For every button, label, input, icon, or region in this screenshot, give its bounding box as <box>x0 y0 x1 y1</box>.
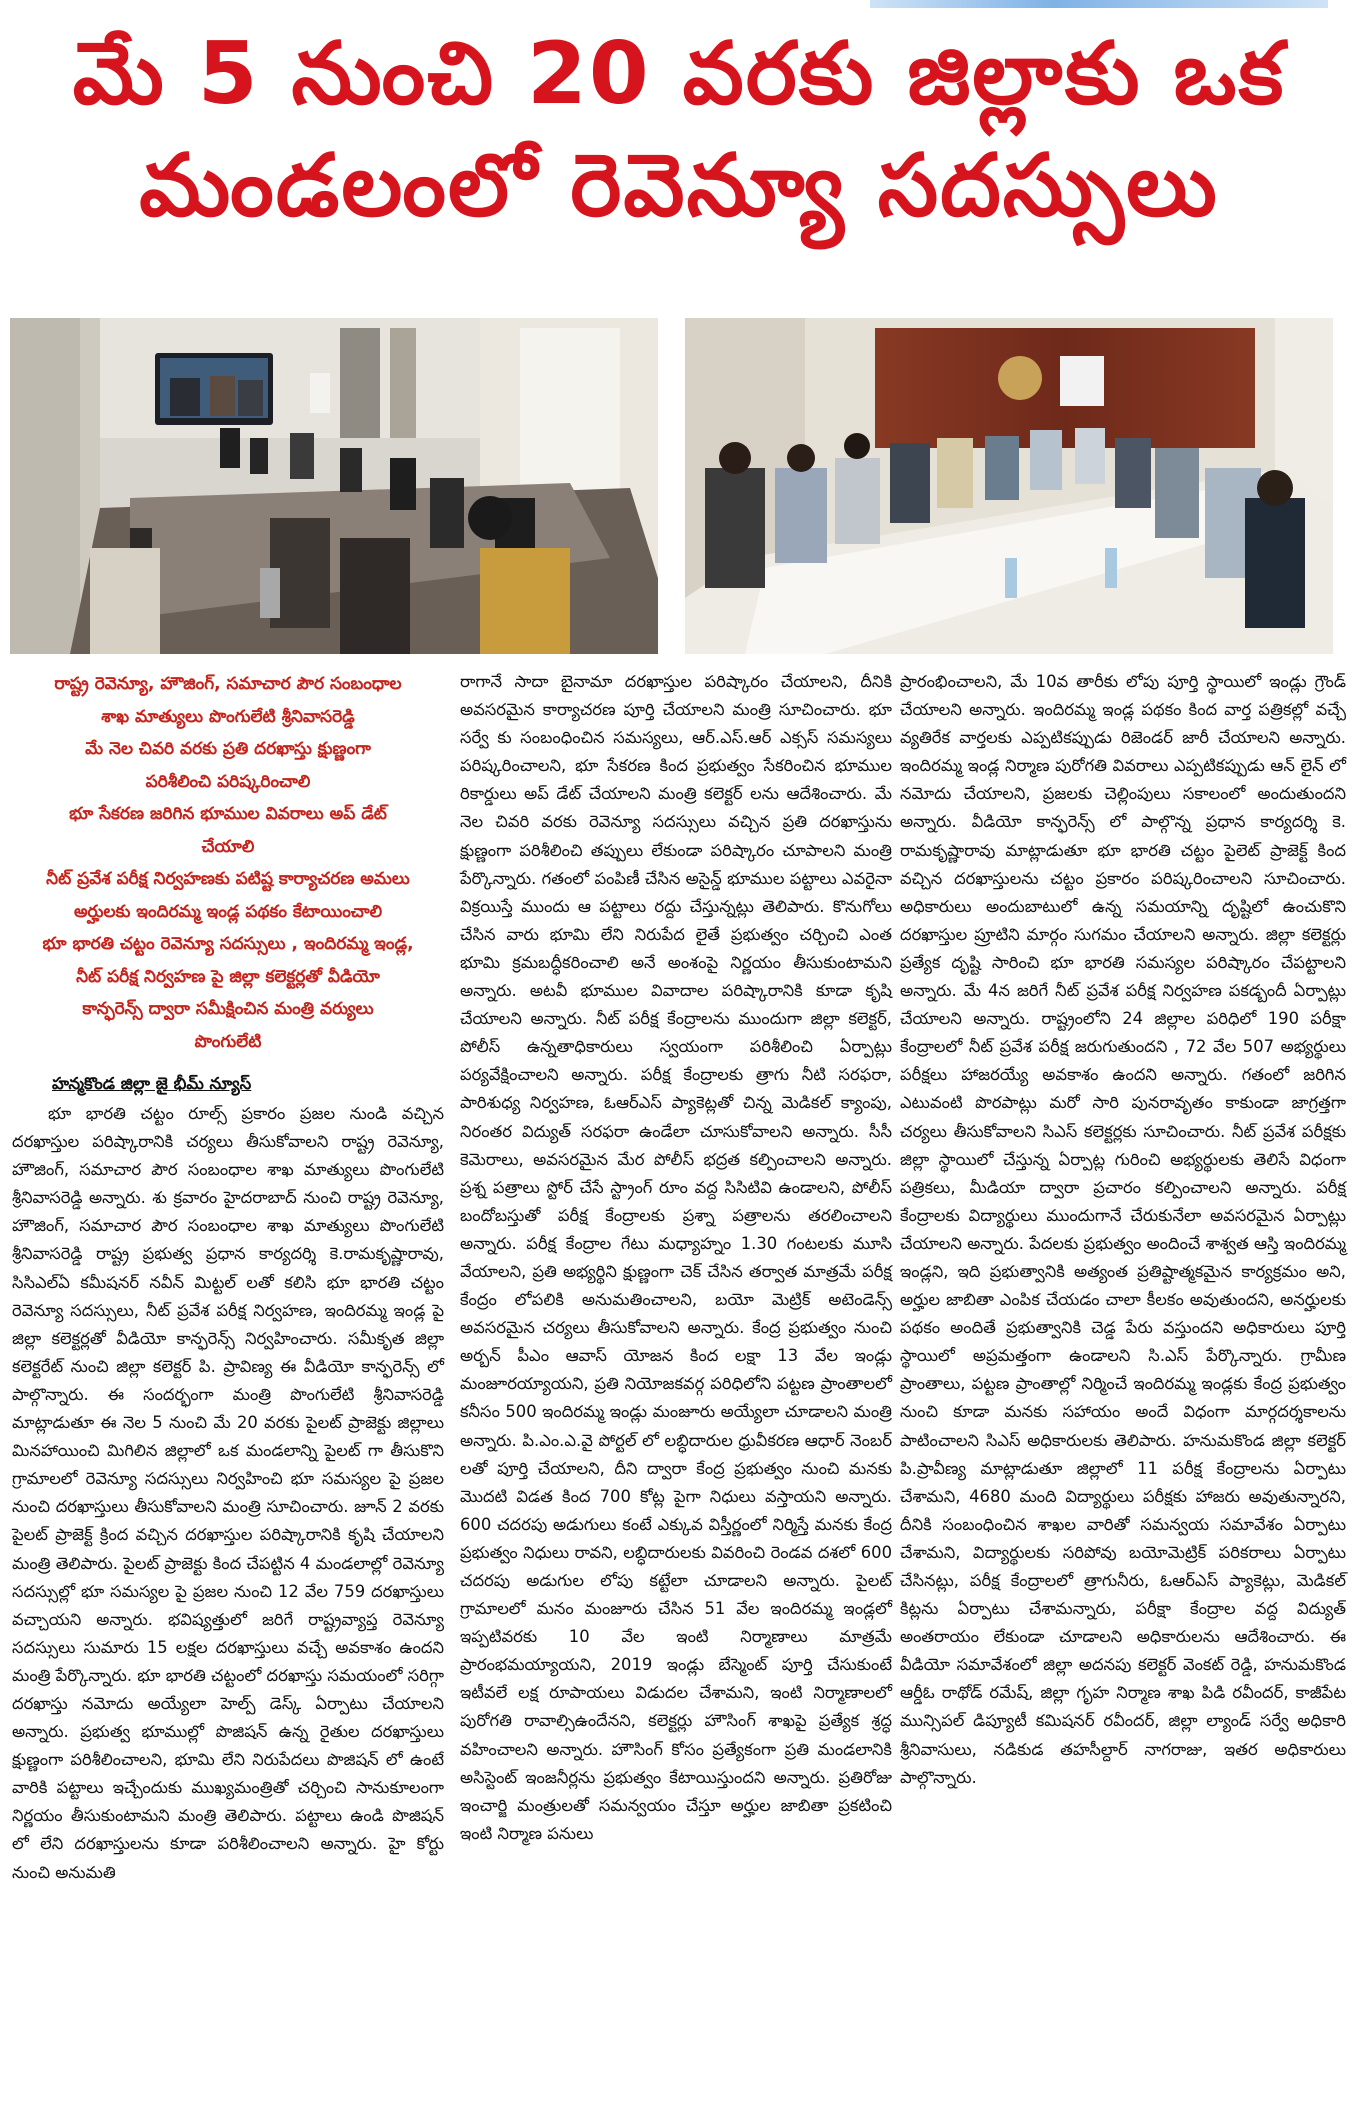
highlights-box <box>12 668 444 1058</box>
masthead-strip <box>870 0 1328 8</box>
article-column-1 <box>12 668 444 1887</box>
headline-line-1: మే 5 నుంచి 20 వరకు జిల్లాకు ఒక <box>72 24 1286 124</box>
article-body-column-2: రాగానే సాదా బైనామా దరఖాస్తుల పరిష్కారం చేయాలని, దీనికి అవసరమైన కార్యాచరణ పూర్తి చేయాలని మంత్రి సూచించారు. భూ సర్వే కు సంబంధించిన సమస్యలు, ఆర్.ఎస్.ఆర్ ఎక్సస్ సమస్యలు పరిష్కరించాలని, భూ సేకరణ కింద ప్రభుత్వం సేకరించిన భూముల రికార్డులు అప్ డేట్ చేయాలని మంత్రి కలెక్టర్ లను ఆదేశించారు. మే నెల చివరి వరకు రెవెన్యూ సదస్సులు వచ్చిన ప్రతి దరఖాస్తును క్షుణ్ణంగా పరిశీలించి తప్పులు లేకుండా పరిష్కారం చూపాలని మంత్రి పేర్కొన్నారు. గతంలో పంపిణీ చేసిన అసైన్డ్ భూముల పట్టాలు ఎవరైనా విక్రయిస్తే ముందు ఆ పట్టాలు రద్దు చేస్తున్నట్లు తెలిపారు. కొనుగోలు చేసిన వారు భూమి లేని నిరుపేద లైతే ప్రభుత్వం చర్చించి ఎంత భూమి క్రమబద్ధీకరించాలి అనే అంశంపై నిర్ణయం తీసుకుంటామని అన్నారు. అటవీ భూముల వివాదాల పరిష్కారానికి కూడా కృషి చేయాలని అన్నారు. నీట్ పరీక్ష కేంద్రాలను ముందుగా జిల్లా కలెక్టర్, పోలీస్ ఉన్నతాధికారులు స్వయంగా పరిశీలించి ఏర్పాట్లు పర్యవేక్షించాలని అన్నారు. పరీక్ష కేంద్రాలకు త్రాగు నీటి సరఫరా, పారిశుధ్య నిర్వహణ, ఓఆర్ఎస్ ప్యాకెట్లతో చిన్న మెడికల్ క్యాంపు, నిరంతర విద్యుత్ సరఫరా ఉండేలా చూసుకోవాలని అన్నారు. సీసీ కెమెరాలు, అవసరమైన మేర పోలీస్ భద్రత కల్పించాలని అన్నారు. ప్రశ్న పత్రాలు స్టోర్ చేసే స్ట్రాంగ్ రూం వద్ద సిసిటివి ఉండాలని, పోలీస్ బందోబస్తుతో పరీక్ష కేంద్రాలకు ప్రశ్నా పత్రాలను తరలించాలని అన్నారు. పరీక్ష కేంద్రాల గేటు మధ్యాహ్నం 1.30 గంటలకు మూసి వేయాలని, ప్రతి అభ్యర్థిని క్షుణ్ణంగా చెక్ చేసిన తర్వాత మాత్రమే పరీక్ష కేంద్రం లోపలికి అనుమతించాలని, బయో మెట్రిక్ అటెండెన్స్ అవసరమైన చర్యలు తీసుకోవాలని అన్నారు. కేంద్ర ప్రభుత్వం నుంచి అర్బన్ పీఎం ఆవాస్ యోజన కింద లక్షా 13 వేల ఇండ్లు మంజూరయ్యాయని, ప్రతి నియోజకవర్గ పరిధిలోని పట్టణ ప్రాంతాలలో కనీసం 500 ఇందిరమ్మ ఇండ్లు మంజూరు అయ్యేలా చూడాలని మంత్రి అన్నారు. పి.ఎం.ఎ.వై పోర్టల్ లో లబ్ధిదారుల ధ్రువీకరణ ఆధార్ నెంబర్ లతో పూర్తి చేయాలని, దీని ద్వారా కేంద్ర ప్రభుత్వం నుంచి మనకు మొదటి విడత కింద 700 కోట్ల పైగా నిధులు వస్తాయని అన్నారు. 600 చదరపు అడుగులు కంటే ఎక్కువ విస్తీర్ణంలో నిర్మిస్తే మనకు కేంద్ర ప్రభుత్వం నిధులు రావని, లబ్ధిదారులకు వివరించి రెండవ దశలో 600 చదరపు అడుగుల లోపు కట్టేలా చూడాలని అన్నారు. పైలట్ గ్రామాలలో మనం మంజూరు చేసిన 51 వేల ఇందిరమ్మ ఇండ్లలో ఇప్పటివరకు 10 వేల ఇంటి నిర్మాణాలు మాత్రమే ప్రారంభమయ్యాయని, 2019 ఇండ్లు బేస్మెంట్ పూర్తి చేసుకుంటే ఇటీవలే లక్ష రూపాయలు విడుదల చేశామని, ఇంటి నిర్మాణాలలో పురోగతి రావాల్సిఉందేనని, కలెక్టర్లు హౌసింగ్ శాఖపై ప్రత్యేక శ్రద్ధ వహించాలని అన్నారు. హౌసింగ్ కోసం ప్రత్యేకంగా ప్రతి మండలానికి అసిస్టెంట్ ఇంజనీర్లను ప్రభుత్వం కేటాయిస్తుందని అన్నారు. ప్రతిరోజు ఇంచార్జి మంత్రులతో సమన్వయం చేస్తూ అర్హుల జాబితా ప్రకటించి ఇంటి నిర్మాణ పనులు <box>460 672 892 1843</box>
photo-video-conference-room <box>10 318 658 654</box>
headline-line-2: మండలంలో రెవెన్యూ సదస్సులు <box>139 136 1219 236</box>
highlight-line: నీట్ పరీక్ష నిర్వహణ పై జిల్లా కలెక్టర్లతో వీడియో <box>76 966 380 987</box>
highlight-line: నీట్ ప్రవేశ పరీక్ష నిర్వహణకు పటిష్ట కార్యాచరణ అమలు <box>46 869 410 889</box>
article-body-column-3: ప్రారంభించాలని, మే 10వ తారీకు లోపు పూర్తి స్థాయిలో ఇండ్లు గ్రౌండ్ చేయాలని అన్నారు. ఇందిరమ్మ ఇండ్ల పథకం కింద వార్త పత్రికల్లో వచ్చే వ్యతిరేక వార్తలకు ఎప్పటికప్పుడు రిజెండర్ జారీ చేయాలని అన్నారు. ఇందిరమ్మ ఇండ్ల నిర్మాణ పురోగతి వివరాలు ఎప్పటికప్పుడు ఆన్ లైన్ లో నమోదు చేయాలని, ప్రజలకు చెల్లింపులు సకాలంలో అందుతుందని అన్నారు. వీడియో కాన్ఫరెన్స్ లో పాల్గొన్న ప్రధాన కార్యదర్శి కె. రామకృష్ణారావు మాట్లాడుతూ భూ భారతి చట్టం పైలెట్ ప్రాజెక్ట్ కింద వచ్చిన దరఖాస్తులను చట్టం ప్రకారం పరిష్కరించాలని సూచించారు. అధికారులు అందుబాటులో ఉన్న సమయాన్ని దృష్టిలో ఉంచుకొని దరఖాస్తుల ప్రూటిని మార్గం సుగమం చేయాలని అన్నారు. జిల్లా కలెక్టర్లు ప్రత్యేక దృష్టి సారించి భూ భారతి సమస్యల పరిష్కారం చేపట్టాలని అన్నారు. మే 4న జరిగే నీట్ ప్రవేశ పరీక్ష నిర్వహణ పకడ్బందీ ఏర్పాట్లు చేయాలని అన్నారు. రాష్ట్రంలోని 24 జిల్లాల పరిధిలో 190 పరీక్షా కేంద్రాలలో నీట్ ప్రవేశ పరీక్ష జరుగుతుందని , 72 వేల 507 అభ్యర్థులు పరీక్షలు హాజరయ్యే అవకాశం ఉందని అన్నారు. గతంలో జరిగిన ఎటువంటి పొరపాట్లు మరో సారి పునరావృతం కాకుండా జాగ్రత్తగా చర్యలు తీసుకోవాలని సిఎస్ కలెక్టర్లకు సూచించారు. నీట్ ప్రవేశ పరీక్షకు జిల్లా స్థాయిలో చేస్తున్న ఏర్పాట్ల గురించి అభ్యర్థులకు తెలిసే విధంగా పత్రికలు, మీడియా ద్వారా ప్రచారం కల్పించాలని అన్నారు. పరీక్ష కేంద్రాలకు విద్యార్థులు ముందుగానే చేరుకునేలా అవసరమైన ఏర్పాట్లు చేయాలని అన్నారు. పేదలకు ప్రభుత్వం అందించే శాశ్వత ఆస్తి ఇందిరమ్మ ఇండ్లని, ఇది ప్రభుత్వానికి అత్యంత ప్రతిష్టాత్మకమైన కార్యక్రమం అని, అర్హుల జాబితా ఎంపిక చేయడం చాలా కీలకం అవుతుందని, అనర్హులకు పథకం అందితే ప్రభుత్వానికి చెడ్డ పేరు వస్తుందని అధికారులు పూర్తి స్థాయిలో అప్రమత్తంగా ఉండాలని సి.ఎస్ పేర్కొన్నారు. గ్రామీణ ప్రాంతాలు, పట్టణ ప్రాంతాల్లో నిర్మించే ఇందిరమ్మ ఇండ్లకు కేంద్ర ప్రభుత్వం నుంచి కూడా మనకు సహాయం అందే విధంగా మార్గదర్శకాలను పాటించాలని సిఎస్ అధికారులకు తెలిపారు. హనుమకొండ జిల్లా కలెక్టర్ పి.ప్రావీణ్య మాట్లాడుతూ జిల్లాలో 11 పరీక్ష కేంద్రాలను ఏర్పాటు చేశామని, 4680 మంది విద్యార్థులు పరీక్షకు హాజరు అవుతున్నారని, దీనికి సంబంధించిన శాఖల వారితో సమన్వయ సమావేశం ఏర్పాటు చేశామని, విద్యార్థులకు సరిపోవు బయోమెట్రిక్ పరికరాలు ఏర్పాటు చేసినట్లు, పరీక్ష కేంద్రాలలో త్రాగునీరు, ఓఆర్ఎస్ ప్యాకెట్లు, మెడికల్ కిట్లను ఏర్పాటు చేశామన్నారు, పరీక్షా కేంద్రాల వద్ద విద్యుత్ అంతరాయం లేకుండా చూడాలని అధికారులను ఆదేశించారు. ఈ వీడియో సమావేశంలో జిల్లా అదనపు కలెక్టర్ వెంకట్ రెడ్డి, హనుమకొండ ఆర్డీఓ రాథోడ్ రమేష్, జిల్లా గృహ నిర్మాణ శాఖ పిడి రవీందర్, కాజీపేట మున్సిపల్ డిప్యూటీ కమిషనర్ రవీందర్, జిల్లా ల్యాండ్ సర్వే అధికారి శ్రీనివాసులు, నడికుడ తహసీల్దార్ నాగరాజు, ఇతర అధికారులు పాల్గొన్నారు. <box>900 672 1346 1787</box>
highlight-line: భూ సేకరణ జరిగిన భూముల వివరాలు అప్ డేట్ <box>69 804 387 824</box>
highlight-line: అర్హులకు ఇందిరమ్మ ఇండ్ల పథకం కేటాయించాలి <box>73 901 383 922</box>
highlight-line: రాష్ట్ర రెవెన్యూ, హౌజింగ్, సమాచార పౌర సంబంధాల <box>54 674 402 694</box>
highlight-line: భూ భారతి చట్టం రెవెన్యూ సదస్సులు , ఇందిరమ్మ ఇండ్ల, <box>42 934 414 954</box>
highlight-line: పొంగులేటి <box>194 1031 262 1052</box>
article-column-2 <box>460 668 892 1848</box>
headline <box>0 18 1358 242</box>
photo-officials-meeting <box>685 318 1333 654</box>
byline: హన్మకొండ జిల్లా జై భీమ్ న్యూస్ <box>52 1074 252 1093</box>
article-column-3 <box>900 668 1346 1792</box>
highlight-line: పరిశీలించి పరిష్కరించాలి <box>145 771 311 792</box>
highlight-line: చేయాలి <box>201 836 255 857</box>
highlight-line: కాన్ఫరెన్స్ ద్వారా సమీక్షించిన మంత్రి వర్యులు <box>82 999 374 1019</box>
article-body-column-1: భూ భారతి చట్టం రూల్స్ ప్రకారం ప్రజల నుండి వచ్చిన దరఖాస్తుల పరిష్కారానికి చర్యలు తీసుకోవాలని రాష్ట్ర రెవెన్యూ, హౌజింగ్, సమాచార పౌర సంబంధాల శాఖ మాత్యులు పొంగులేటి శ్రీనివాసరెడ్డి అన్నారు. శు క్రవారం హైదరాబాద్ నుంచి రాష్ట్ర రెవెన్యూ, హౌజింగ్, సమాచార పౌర సంబంధాల శాఖ మాత్యులు పొంగులేటి శ్రీనివాసరెడ్డి రాష్ట్ర ప్రభుత్వ ప్రధాన కార్యదర్శి కె.రామకృష్ణారావు, సిసిఎల్ఏ కమీషనర్ నవీన్ మిట్టల్ లతో కలిసి భూ భారతి చట్టం రెవెన్యూ సదస్సులు, నీట్ ప్రవేశ పరీక్ష నిర్వహణ, ఇందిరమ్మ ఇండ్ల పై జిల్లా కలెక్టర్లతో వీడియో కాన్ఫరెన్స్ నిర్వహించారు. సమీకృత జిల్లా కలెక్టరేట్ నుంచి జిల్లా కలెక్టర్ పి. ప్రావిణ్య ఈ వీడియో కాన్ఫరెన్స్ లో పాల్గొన్నారు. ఈ సందర్భంగా మంత్రి పొంగులేటి శ్రీనివాసరెడ్డి మాట్లాడుతూ ఈ నెల 5 నుంచి మే 20 వరకు పైలట్ ప్రాజెక్టు జిల్లాలు మినహాయించి మిగిలిన జిల్లాలో ఒక మండలాన్ని పైలట్ గా తీసుకొని గ్రామాలలో రెవెన్యూ సదస్సులు నిర్వహించి భూ సమస్యల పై ప్రజల నుంచి దరఖాస్తులు తీసుకోవాలని మంత్రి సూచించారు. జూన్ 2 వరకు పైలట్ ప్రాజెక్ట్ క్రింద వచ్చిన దరఖాస్తుల పరిష్కారానికి కృషి చేయాలని మంత్రి తెలిపారు. పైలట్ ప్రాజెక్టు కింద చేపట్టిన 4 మండలాల్లో రెవెన్యూ సదస్సుల్లో భూ సమస్యల పై ప్రజల నుంచి 12 వేల 759 దరఖాస్తులు వచ్చాయని అన్నారు. భవిష్యత్తులో జరిగే రాష్ట్రవ్యాప్త రెవెన్యూ సదస్సులు సుమారు 15 లక్షల దరఖాస్తులు వచ్చే అవకాశం ఉందని మంత్రి పేర్కొన్నారు. భూ భారతి చట్టంలో దరఖాస్తు సమయంలో సరిగ్గా దరఖాస్తు నమోదు అయ్యేలా హెల్ప్ డెస్క్ ఏర్పాటు చేయాలని అన్నారు. ప్రభుత్వ భూముల్లో పొజిషన్ ఉన్న రైతుల దరఖాస్తులు క్షుణ్ణంగా పరిశీలించాలని, భూమి లేని నిరుపేదలు పొజిషన్ లో ఉంటే వారికి పట్టాలు ఇచ్చేందుకు ముఖ్యమంత్రితో చర్చించి సానుకూలంగా నిర్ణయం తీసుకుంటామని మంత్రి తెలిపారు. పట్టాలు ఉండి పొజిషన్ లో లేని దరఖాస్తులను కూడా పరిశీలించాలని అన్నారు. హై కోర్టు నుంచి అనుమతి <box>12 1104 444 1882</box>
highlight-line: మే నెల చివరి వరకు ప్రతి దరఖాస్తు క్షుణ్ణంగా <box>85 739 371 759</box>
highlight-line: శాఖ మాత్యులు పొంగులేటి శ్రీనివాసరెడ్డి <box>101 706 355 727</box>
